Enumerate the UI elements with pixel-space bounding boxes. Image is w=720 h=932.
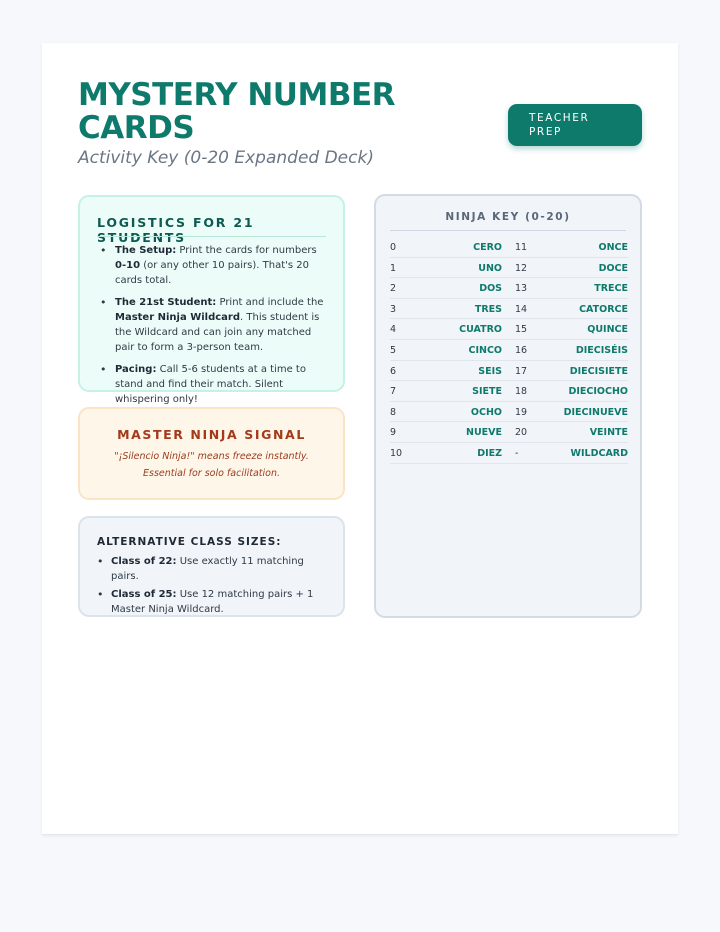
left-number: 10 <box>390 447 403 459</box>
right-word: WILDCARD <box>570 447 628 459</box>
logistics-card <box>78 195 345 405</box>
left-number: 7 <box>390 386 397 398</box>
list-item <box>97 243 327 288</box>
right-number: 16 <box>515 344 528 356</box>
left-word: DOS <box>479 283 502 295</box>
left-number: 2 <box>390 283 397 295</box>
signal-line-1: "¡Silencio Ninja!" means freeze instantly. <box>114 451 309 462</box>
right-word: VEINTE <box>589 427 628 439</box>
right-number: 13 <box>515 283 528 295</box>
item-lead: Class of 22: <box>111 556 177 567</box>
left-word: CINCO <box>468 344 502 356</box>
ninja-key-heading: NINJA KEY (0-20) <box>445 211 571 223</box>
right-word: DIECISIETE <box>569 365 628 377</box>
table-row <box>390 340 628 361</box>
right-word: TRECE <box>594 283 628 295</box>
table-row <box>390 278 628 299</box>
item-lead: The 21st Student: <box>115 297 217 308</box>
ninja-key-table <box>390 237 628 464</box>
signal-line-2: Essential for solo facilitation. <box>143 468 280 479</box>
table-row <box>390 299 628 320</box>
item-text: Use 12 matching pairs + 1 Master Ninja Wildcard. <box>111 589 314 615</box>
left-word: CERO <box>473 242 502 253</box>
logistics-heading: LOGISTICS FOR 21 STUDENTS <box>97 215 255 245</box>
activity-sheet <box>42 43 678 835</box>
right-number: 17 <box>515 365 528 377</box>
page-title: MYSTERY NUMBER CARDS <box>78 77 396 146</box>
right-number: 19 <box>515 406 528 418</box>
left-word: UNO <box>478 262 502 274</box>
left-word: CUATRO <box>459 324 502 336</box>
item-lead: The Setup: <box>115 245 177 256</box>
item-text: Print the cards for numbers <box>176 245 317 256</box>
ninja-key-card <box>374 194 642 618</box>
right-number: 18 <box>515 386 528 398</box>
left-word: OCHO <box>470 406 502 418</box>
item-text: Print and include the <box>216 297 324 308</box>
right-number: 20 <box>515 427 528 439</box>
logistics-divider <box>97 236 326 237</box>
table-row <box>390 402 628 423</box>
right-number: 12 <box>515 262 528 274</box>
table-row <box>390 422 628 443</box>
left-number: 8 <box>390 406 397 418</box>
list-item <box>97 554 327 584</box>
left-number: 1 <box>390 262 397 274</box>
item-lead: Class of 25: <box>111 589 177 600</box>
left-word: NUEVE <box>466 427 502 439</box>
left-word: DIEZ <box>477 447 502 459</box>
right-word: DIECIOCHO <box>568 386 628 398</box>
teacher-prep-label: TEACHER PREP <box>529 112 590 138</box>
left-word: SIETE <box>472 386 502 398</box>
left-number: 5 <box>390 344 397 356</box>
alt-sizes-list <box>97 554 327 620</box>
table-row <box>390 319 628 340</box>
item-lead: Pacing: <box>115 364 157 375</box>
item-bold: Master Ninja Wildcard <box>115 312 241 323</box>
ninja-key-divider <box>390 230 626 231</box>
right-word: DIECISÉIS <box>575 344 628 356</box>
master-ninja-signal-card <box>78 407 345 500</box>
right-number: 11 <box>515 242 528 253</box>
left-number: 0 <box>390 242 397 253</box>
table-row <box>390 381 628 402</box>
item-text: . This student is the Wildcard and can join any matched pair to form a 3-person team. <box>115 312 320 353</box>
right-word: QUINCE <box>587 324 628 336</box>
right-word: DOCE <box>598 262 628 274</box>
table-row <box>390 361 628 382</box>
right-word: DIECINUEVE <box>563 406 628 418</box>
left-word: SEIS <box>478 365 502 377</box>
item-text: Use exactly 11 matching pairs. <box>111 556 304 582</box>
alt-sizes-heading: ALTERNATIVE CLASS SIZES: <box>97 536 282 548</box>
page-subtitle: Activity Key (0-20 Expanded Deck) <box>78 148 374 168</box>
alternative-sizes-card <box>78 516 345 617</box>
logistics-list <box>97 243 327 414</box>
right-word: CATORCE <box>579 303 628 315</box>
item-bold: 0-10 <box>115 260 141 271</box>
right-word: ONCE <box>598 242 628 253</box>
right-number: 15 <box>515 324 528 336</box>
teacher-prep-button[interactable] <box>508 104 642 146</box>
table-row <box>390 237 628 258</box>
left-number: 3 <box>390 303 397 315</box>
list-item <box>97 362 327 407</box>
left-number: 9 <box>390 427 397 439</box>
list-item <box>97 295 327 355</box>
table-row <box>390 443 628 464</box>
item-text: Call 5-6 students at a time to stand and find their match. Silent whispering only! <box>115 364 306 405</box>
left-word: TRES <box>474 303 502 315</box>
signal-heading: MASTER NINJA SIGNAL <box>117 427 306 442</box>
right-number: 14 <box>515 303 528 315</box>
list-item <box>97 587 327 617</box>
left-number: 4 <box>390 324 397 336</box>
right-number: - <box>515 447 519 459</box>
item-text: (or any other 10 pairs). That's 20 cards total. <box>115 260 309 286</box>
table-row <box>390 258 628 279</box>
left-number: 6 <box>390 365 397 377</box>
